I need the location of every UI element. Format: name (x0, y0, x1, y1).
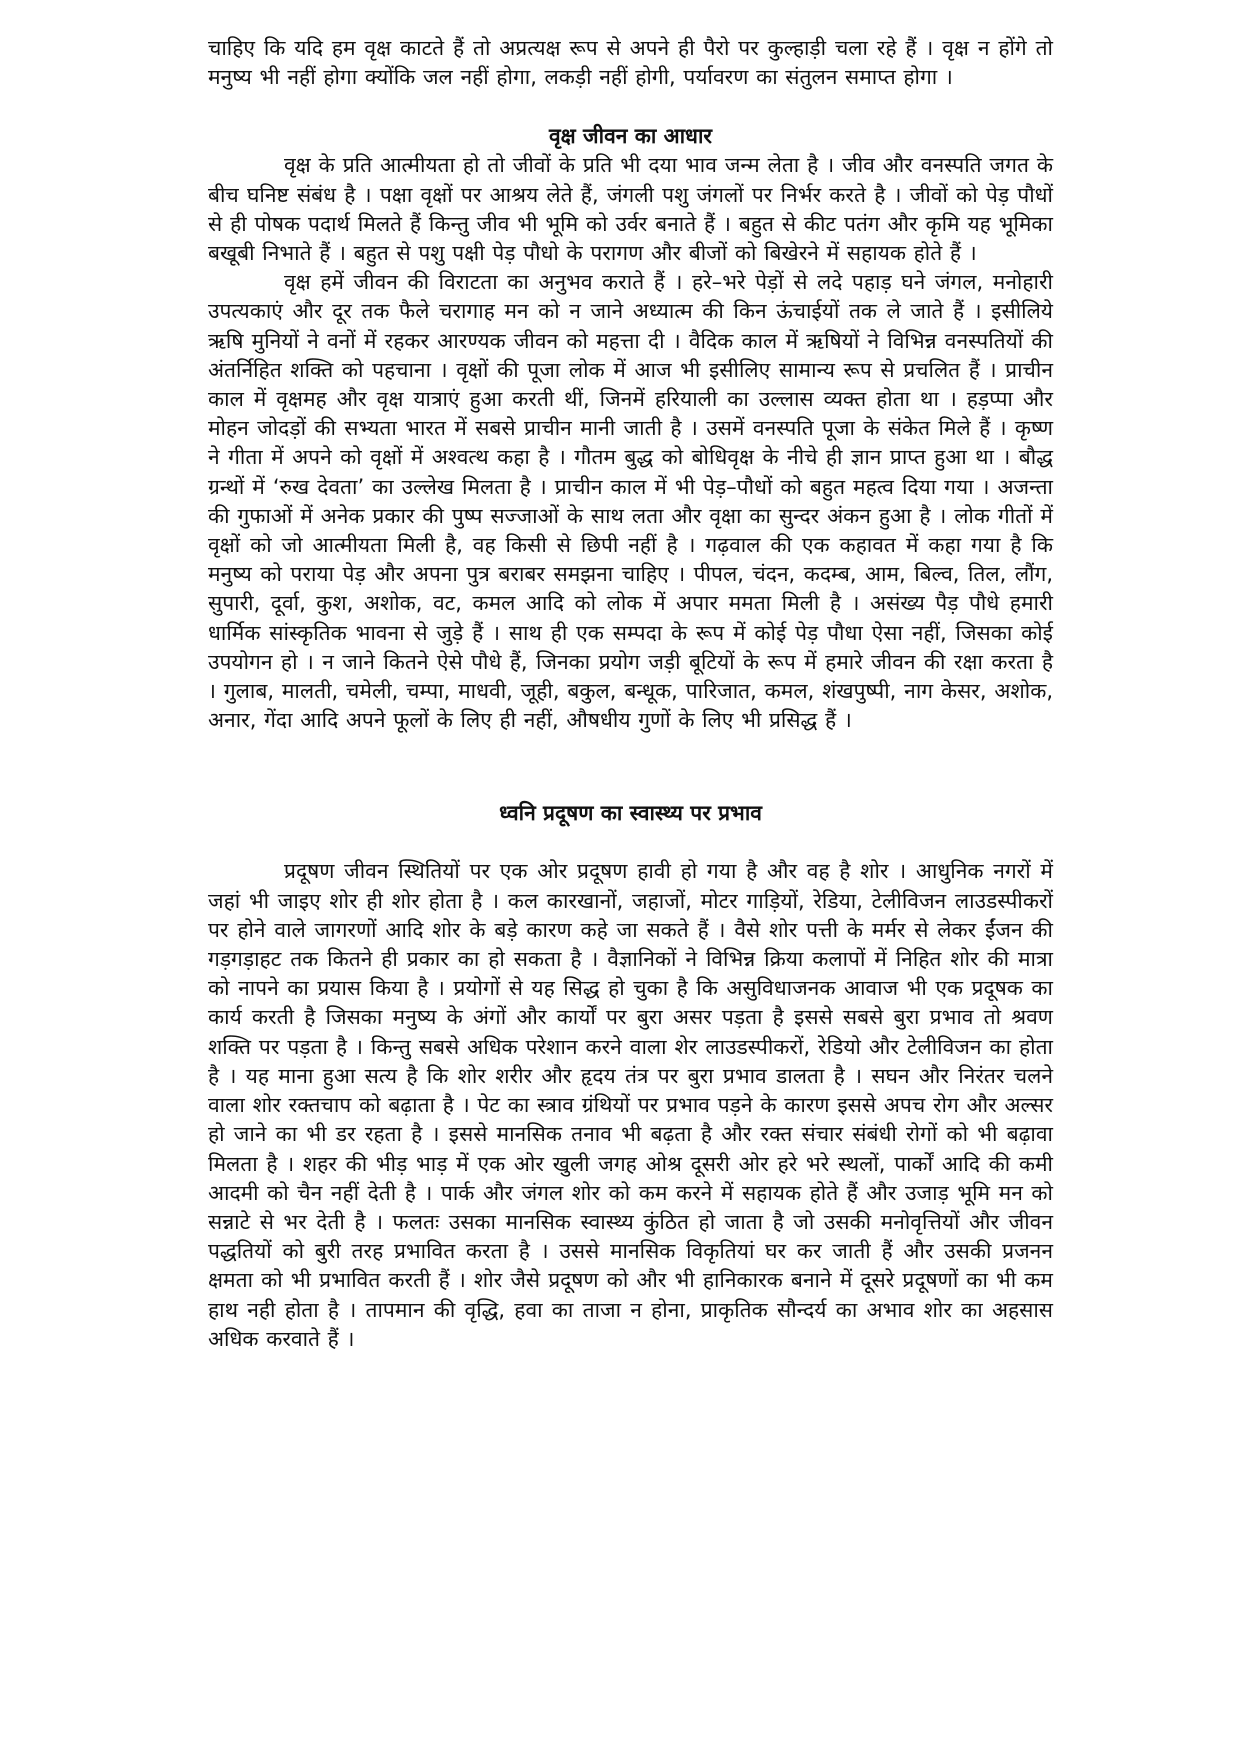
section-heading-noise-pollution: ध्वनि प्रदूषण का स्वास्थ्य पर प्रभाव (499, 801, 762, 826)
paragraph-tree-kinship: वृक्ष के प्रति आत्मीयता हो तो जीवों के प्रति भी दया भाव जन्म लेता है । जीव और वनस्पति जगत के बीच घनिष्ट संबंध है । पक्षा वृक्षों पर आश्रय लेते हैं, जंगली पशु जंगलों पर निर्भर करते है । जीवों को पेड़ पौधों से ही पोषक पदार्थ मिलते हैं किन्तु जीव भी भूमि को उर्वर बनाते हैं । बहुत से कीट पतंग और कृमि यह भूमिका बखूबी निभाते हैं । बहुत से पशु पक्षी पेड़ पौधो के परागण और बीजों को बिखेरने में सहायक होते हैं । (208, 153, 1053, 266)
paragraph-tree-culture: वृक्ष हमें जीवन की विराटता का अनुभव कराते हैं । हरे–भरे पेड़ों से लदे पहाड़ घने जंगल, मनोहारी उपत्यकाएं और दूर तक फैले चरागाह मन को न जाने अध्यात्म की किन ऊंचाईयों तक ले जाते हैं । इसीलिये ऋषि मुनियों ने वनों में रहकर आरण्यक जीवन को महत्ता दी । वैदिक काल में ऋषियों ने विभिन्न वनस्पतियों की अंतर्निहित शक्ति को पहचाना । वृक्षों की पूजा लोक में आज भी इसीलिए सामान्य रूप से प्रचलित हैं । प्राचीन काल में वृक्षमह और वृक्ष यात्राएं हुआ करती थीं, जिनमें हरियाली का उल्लास व्यक्त होता था । हड़प्पा और मोहन जोदड़ों की सभ्यता भारत में सबसे प्राचीन मानी जाती है । उसमें वनस्पति पूजा के संकेत मिले हैं । कृष्ण ने गीता में अपने को वृक्षों में अश्वत्थ कहा है । गौतम बुद्ध को बोधिवृक्ष के नीचे ही ज्ञान प्राप्त हुआ था । बौद्ध ग्रन्थों में ‘रुख देवता’ का उल्लेख मिलता है । प्राचीन काल में भी पेड़–पौधों को बहुत महत्व दिया गया । अजन्ता की गुफाओं में अनेक प्रकार की पुष्प सज्जाओं के साथ लता और वृक्षा का सुन्दर अंकन हुआ है । लोक गीतों में वृक्षों को जो आत्मीयता मिली है, वह किसी से छिपी नहीं है । गढ़वाल की एक कहावत में कहा गया है कि मनुष्य को पराया पेड़ और अपना पुत्र बराबर समझना चाहिए । पीपल, चंदन, कदम्ब, आम, बिल्व, तिल, लौंग, सुपारी, दूर्वा, कुश, अशोक, वट, कमल आदि को लोक में अपार ममता मिली है । असंख्य पैड़ पौधे हमारी धार्मिक सांस्कृतिक भावना से जुड़े हैं । साथ ही एक सम्पदा के रूप में कोई पेड़ पौधा ऐसा नहीं, जिसका कोई उपयोगन हो । न जाने कितने ऐसे पौधे हैं, जिनका प्रयोग जड़ी बूटियों के रूप में हमारे जीवन की रक्षा करता है । गुलाब, मालती, चमेली, चम्पा, माधवी, जूही, बकुल, बन्धूक, पारिजात, कमल, शंखपुष्पी, नाग केसर, अशोक, अनार, गेंदा आदि अपने फूलों के लिए ही नहीं, औषधीय गुणों के लिए भी प्रसिद्ध हैं । (208, 270, 1053, 733)
document-page (208, 34, 1053, 1354)
paragraph-noise-effects: प्रदूषण जीवन स्थितियों पर एक ओर प्रदूषण हावी हो गया है और वह है शोर । आधुनिक नगरों में जहां भी जाइए शोर ही शोर होता है । कल कारखानों, जहाजों, मोटर गाड़ियों, रेडिया, टेलीविजन लाउडस्पीकरों पर होने वाले जागरणों आदि शोर के बड़े कारण कहे जा सकते हैं । वैसे शोर पत्ती के मर्मर से लेकर ईंजन की गड़गड़ाहट तक कितने ही प्रकार का हो सकता है । वैज्ञानिकों ने विभिन्न क्रिया कलापों में निहित शोर की मात्रा को नापने का प्रयास किया है । प्रयोगों से यह सिद्ध हो चुका है कि असुविधाजनक आवाज भी एक प्रदूषक का कार्य करती है जिसका मनुष्य के अंगों और कार्यों पर बुरा असर पड़ता है इससे सबसे बुरा प्रभाव तो श्रवण शक्ति पर पड़ता है । किन्तु सबसे अधिक परेशान करने वाला शेर लाउडस्पीकरों, रेडियो और टेलीविजन का होता है । यह माना हुआ सत्य है कि शोर शरीर और हृदय तंत्र पर बुरा प्रभाव डालता है । सघन और निरंतर चलने वाला शोर रक्तचाप को बढ़ाता है । पेट का स्त्राव ग्रंथियों पर प्रभाव पड़ने के कारण इससे अपच रोग और अल्सर हो जाने का भी डर रहता है । इससे मानसिक तनाव भी बढ़ता है और रक्त संचार संबंधी रोगों को भी बढ़ावा मिलता है । शहर की भीड़ भाड़ में एक ओर खुली जगह ओश्र दूसरी ओर हरे भरे स्थलों, पार्कों आदि की कमी आदमी को चैन नहीं देती है । पार्क और जंगल शोर को कम करने में सहायक होते हैं और उजाड़ भूमि मन को सन्नाटे से भर देती है । फलतः उसका मानसिक स्वास्थ्य कुंठित हो जाता है जो उसकी मनोवृत्तियों और जीवन पद्धतियों को बुरी तरह प्रभावित करता है । उससे मानसिक विकृतियां घर कर जाती हैं और उसकी प्रजनन क्षमता को भी प्रभावित करती हैं । शोर जैसे प्रदूषण को और भी हानिकारक बनाने में दूसरे प्रदूषणों का भी कम हाथ नही होता है । तापमान की वृद्धि, हवा का ताजा न होना, प्राकृतिक सौन्दर्य का अभाव शोर का अहसास अधिक करवाते हैं । (208, 859, 1053, 1351)
section-heading-tree-life: वृक्ष जीवन का आधार (549, 124, 712, 149)
intro-paragraph: चाहिए कि यदि हम वृक्ष काटते हैं तो अप्रत्यक्ष रूप से अपने ही पैरो पर कुल्हाड़ी चला रहे हैं । वृक्ष न होंगे तो मनुष्य भी नहीं होगा क्योंकि जल नहीं होगा, लकड़ी नहीं होगी, पर्यावरण का संतुलन समाप्त होगा । (208, 36, 1053, 90)
